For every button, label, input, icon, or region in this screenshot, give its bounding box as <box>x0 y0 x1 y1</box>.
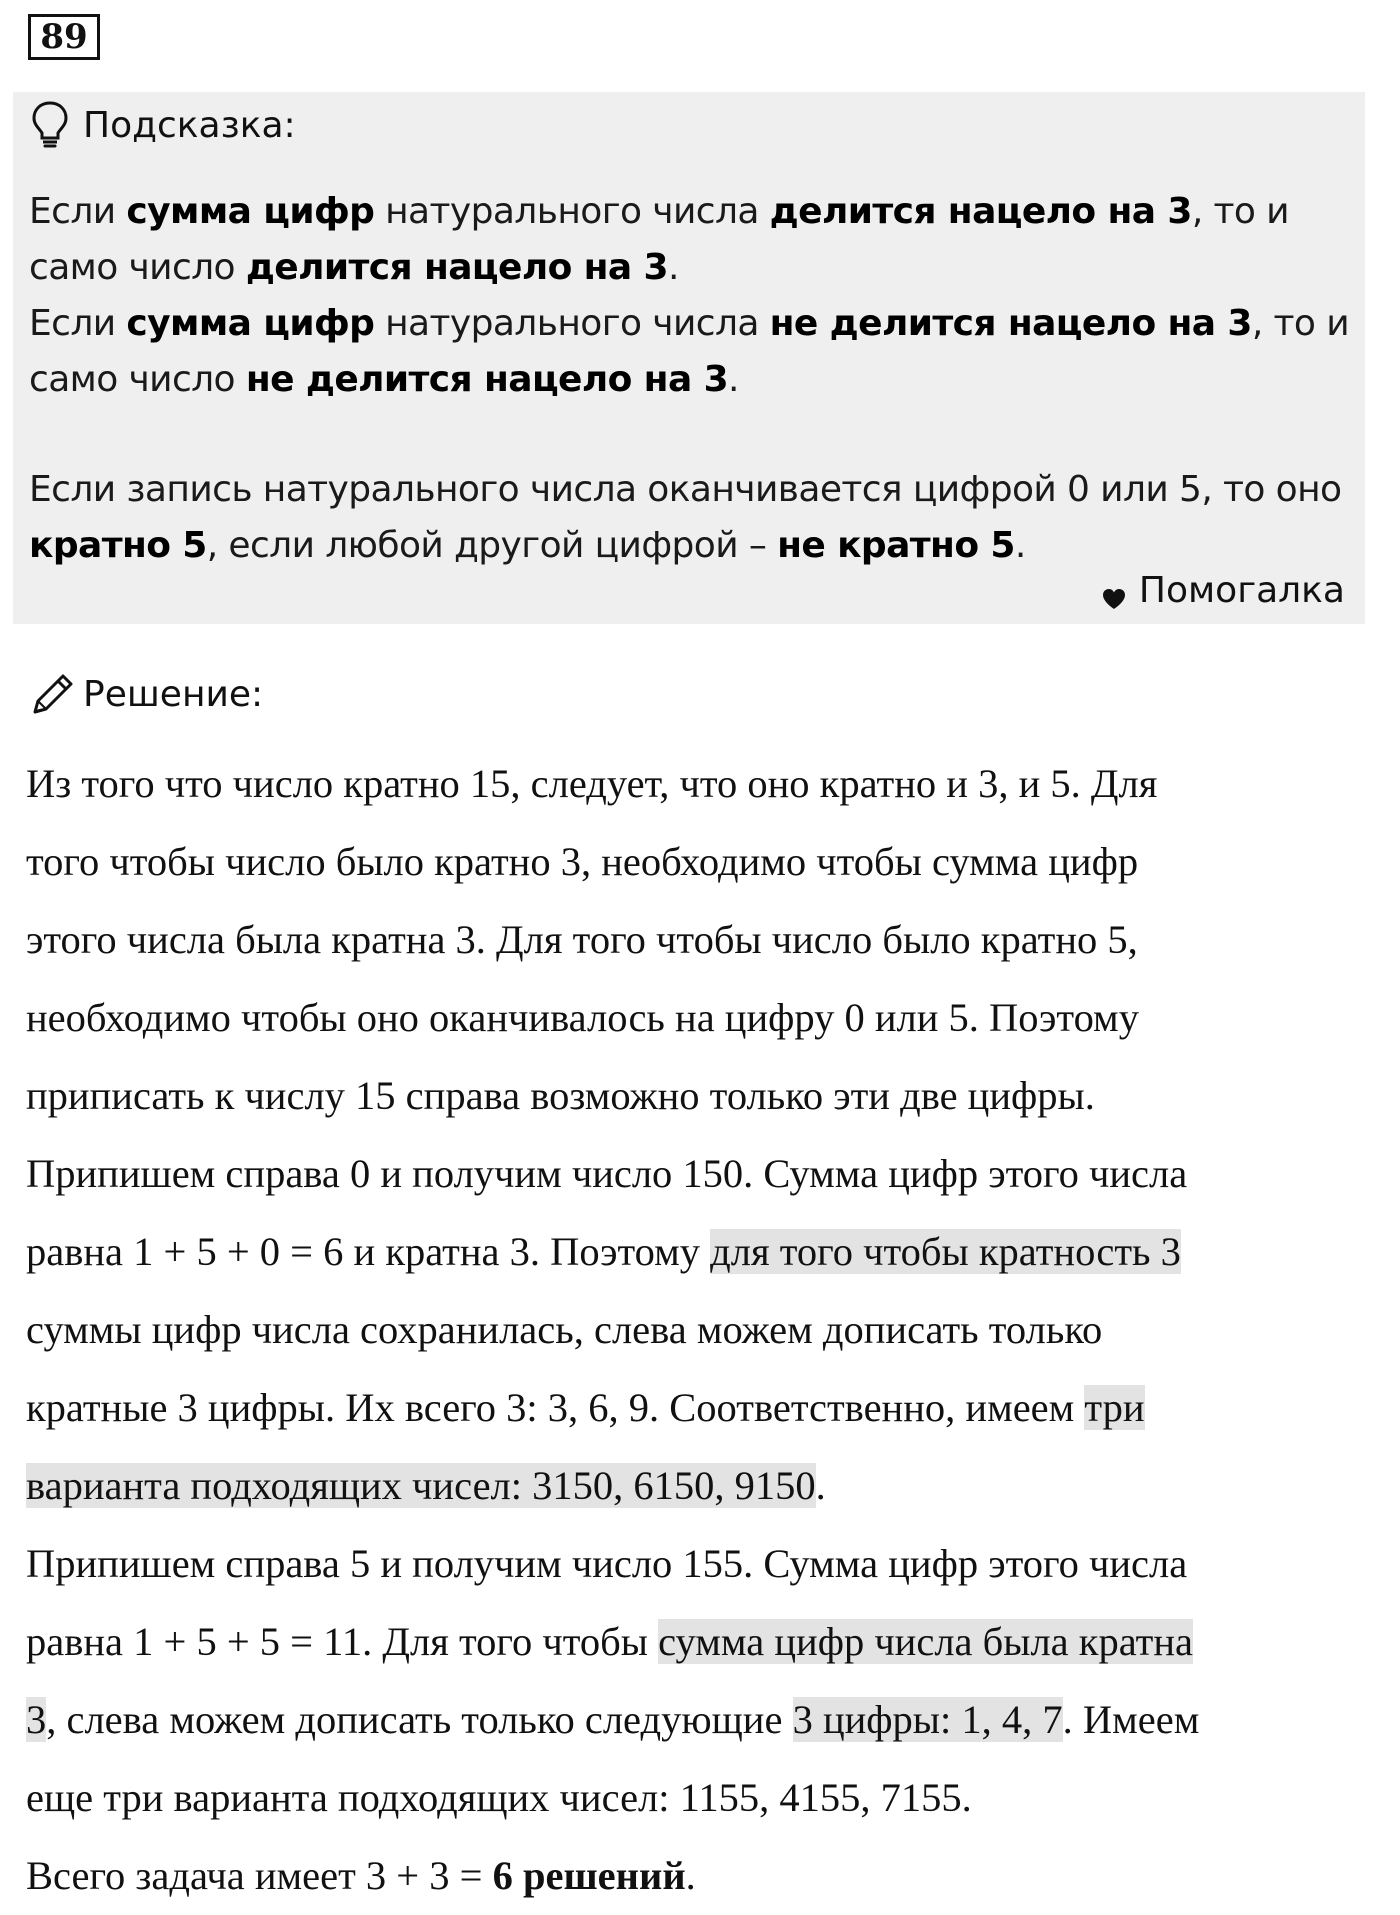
hint-bold: делится нацело на 3 <box>769 191 1192 232</box>
hint-text-span: Если <box>29 303 127 344</box>
highlighted-text: сумма цифр числа была кратна <box>658 1619 1193 1664</box>
solution-text-span: еще три варианта подходящих чисел: 1155, 4155, 7155. <box>26 1775 972 1820</box>
solution-text-span: . <box>815 1463 826 1508</box>
hint-bold: кратно 5 <box>29 525 207 566</box>
hint-paragraph-1 <box>29 184 1349 296</box>
solution-line <box>26 1213 1376 1291</box>
solution-line <box>26 1057 1376 1135</box>
solution-text-span: кратные 3 цифры. Их всего 3: 3, 6, 9. Соответственно, имеем <box>26 1385 1085 1430</box>
pencil-icon <box>27 668 79 720</box>
hint-bold: сумма цифр <box>126 191 375 232</box>
solution-line <box>26 979 1376 1057</box>
solution-text-span: Всего задача имеет 3 + 3 = <box>26 1853 493 1898</box>
hint-bold: не делится нацело на 3 <box>245 359 729 400</box>
solution-text-span: этого числа была кратна 3. Для того чтобы число было кратно 5, <box>26 917 1138 962</box>
solution-line <box>26 745 1376 823</box>
solution-line <box>26 901 1376 979</box>
brand-label <box>1101 570 1345 611</box>
solution-text-span: . <box>685 1853 696 1898</box>
solution-line <box>26 1681 1376 1759</box>
hint-box <box>13 92 1365 624</box>
solution-text-span: Из того что число кратно 15, следует, что оно кратно и 3, и 5. Для <box>26 761 1158 806</box>
solution-line <box>26 1837 1376 1915</box>
hint-header <box>29 100 296 150</box>
highlighted-text: варианта подходящих чисел: 3150, 6150, 9150 <box>26 1463 816 1508</box>
solution-text-span: , слева можем дописать только следующие <box>46 1697 793 1742</box>
hint-text-span: натурального числа <box>374 191 770 232</box>
solution-line <box>26 1135 1376 1213</box>
solution-line <box>26 823 1376 901</box>
hint-paragraph-2 <box>29 296 1349 408</box>
hint-bold: делится нацело на 3 <box>245 247 669 288</box>
solution-line <box>26 1603 1376 1681</box>
highlighted-text: 3 цифры: 1, 4, 7 <box>792 1697 1063 1742</box>
hint-text-span: натурального числа <box>374 303 770 344</box>
solution-line <box>26 1369 1376 1447</box>
hint-text-span: , если любой другой цифрой – <box>206 525 778 566</box>
solution-text-span: необходимо чтобы оно оканчивалось на цифру 0 или 5. Поэтому <box>26 995 1139 1040</box>
hint-text-span: . <box>1014 525 1026 566</box>
highlighted-text: три <box>1084 1385 1145 1430</box>
solution-line <box>26 1291 1376 1369</box>
lightbulb-icon <box>29 100 71 150</box>
hint-text-span: Если <box>29 191 127 232</box>
solution-text-span: равна 1 + 5 + 5 = 11. Для того чтобы <box>26 1619 659 1664</box>
hint-text-span: . <box>668 247 679 288</box>
solution-line <box>26 1525 1376 1603</box>
hint-text-span: Если запись натурального числа оканчивается цифрой 0 или 5, то оно <box>29 469 1342 510</box>
task-number: 89 <box>28 14 100 60</box>
solution-text <box>26 745 1376 1915</box>
solution-text-span: суммы цифр числа сохранилась, слева можем дописать только <box>26 1307 1103 1352</box>
solution-text-span: Припишем справа 5 и получим число 155. Сумма цифр этого числа <box>26 1541 1188 1586</box>
hint-text <box>29 184 1349 574</box>
solution-line <box>26 1759 1376 1837</box>
solution-line <box>26 1447 1376 1525</box>
hint-title: Подсказка: <box>83 104 296 146</box>
hint-text-span: . <box>728 359 739 400</box>
solution-text-span: приписать к числу 15 справа возможно только эти две цифры. <box>26 1073 1095 1118</box>
solution-text-span: того чтобы число было кратно 3, необходимо чтобы сумма цифр <box>26 839 1139 884</box>
highlighted-text: 3 <box>26 1697 47 1742</box>
hint-bold: не делится нацело на 3 <box>769 303 1252 344</box>
solution-text-span: равна 1 + 5 + 0 = 6 и кратна 3. Поэтому <box>26 1229 711 1274</box>
hint-bold: сумма цифр <box>126 303 375 344</box>
heart-icon <box>1101 579 1127 603</box>
solution-text-span: . Имеем <box>1062 1697 1200 1742</box>
hint-paragraph-3 <box>29 462 1349 574</box>
solution-text-span: Припишем справа 0 и получим число 150. Сумма цифр этого числа <box>26 1151 1188 1196</box>
brand-name: Помогалка <box>1138 570 1345 611</box>
highlighted-text: для того чтобы кратность 3 <box>710 1229 1181 1274</box>
solution-header <box>27 668 263 720</box>
solution-title: Решение: <box>83 673 264 715</box>
hint-bold: не кратно 5 <box>777 525 1015 566</box>
hint-text-span: , то и само число <box>29 303 1349 400</box>
hint-text-span: , то и само число <box>29 191 1289 288</box>
answer-bold: 6 решений <box>492 1853 686 1898</box>
